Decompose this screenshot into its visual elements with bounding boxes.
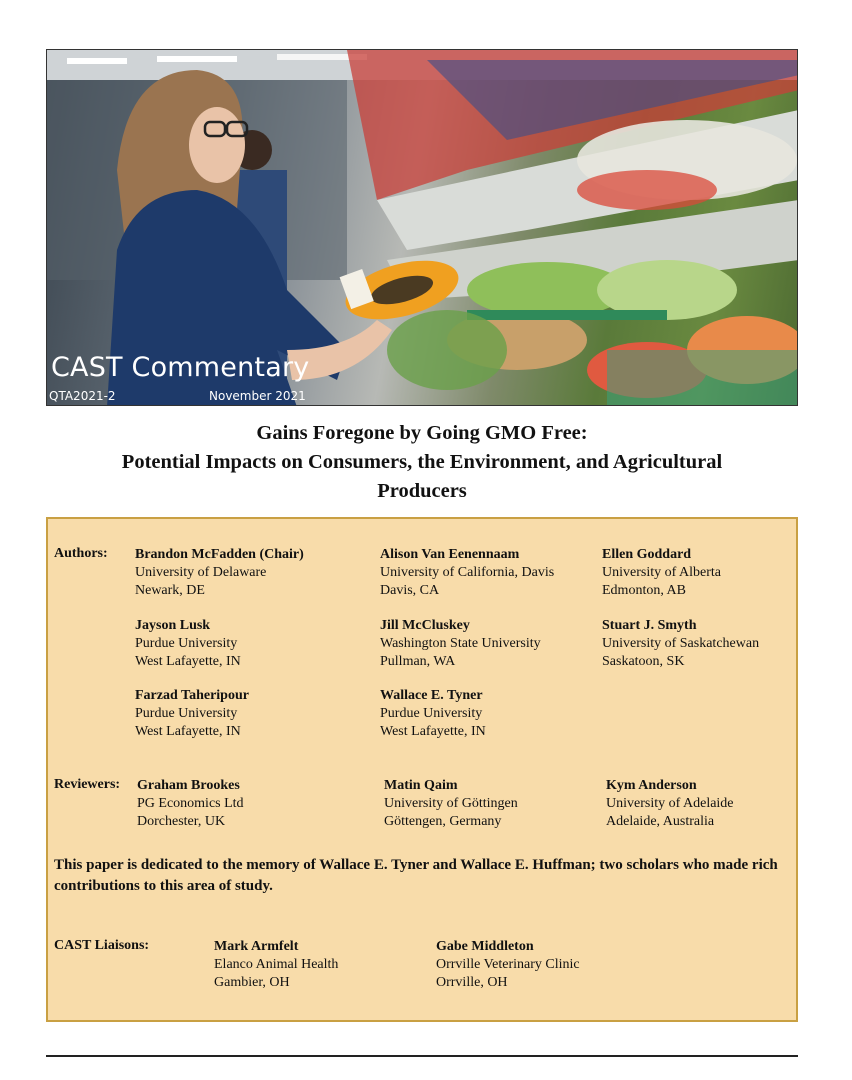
author-entry	[135, 546, 304, 600]
author-name: Stuart J. Smyth	[602, 618, 697, 633]
author-location: Saskatoon, SK	[602, 654, 685, 669]
liaisons-label: CAST Liaisons:	[54, 938, 150, 953]
author-name: Farzad Taheripour	[135, 688, 249, 703]
author-entry	[380, 546, 554, 600]
author-entry	[602, 617, 759, 671]
author-entry	[602, 546, 721, 600]
footer-divider	[46, 1055, 798, 1057]
author-org: Washington State University	[380, 636, 541, 651]
contributors-box	[46, 517, 798, 1022]
reviewer-org: PG Economics Ltd	[137, 796, 244, 811]
liaison-name: Mark Armfelt	[214, 939, 299, 954]
author-entry	[135, 617, 241, 671]
author-org: University of Delaware	[135, 565, 267, 580]
liaison-name: Gabe Middleton	[436, 939, 534, 954]
author-name: Ellen Goddard	[602, 547, 692, 562]
author-org: University of Alberta	[602, 565, 721, 580]
cover-photo	[46, 49, 798, 406]
author-name: Brandon McFadden (Chair)	[135, 547, 304, 562]
reviewer-location: Dorchester, UK	[137, 814, 226, 829]
author-name: Jayson Lusk	[135, 618, 211, 633]
author-org: Purdue University	[380, 706, 483, 721]
liaison-entry	[214, 938, 338, 992]
authors-label: Authors:	[54, 546, 108, 561]
author-location: West Lafayette, IN	[135, 654, 241, 669]
title-line-1: Gains Foregone by Going GMO Free:	[256, 422, 588, 444]
author-org: Purdue University	[135, 636, 238, 651]
author-location: Edmonton, AB	[602, 583, 687, 598]
cover-publication-code: QTA2021-2	[49, 389, 116, 403]
reviewers-label: Reviewers:	[54, 777, 121, 792]
author-entry	[135, 687, 249, 741]
reviewer-name: Graham Brookes	[137, 778, 240, 793]
cover-date: November 2021	[209, 389, 306, 403]
author-name: Wallace E. Tyner	[380, 688, 483, 703]
author-location: Pullman, WA	[380, 654, 456, 669]
author-location: West Lafayette, IN	[135, 724, 241, 739]
author-org: Purdue University	[135, 706, 238, 721]
author-name: Alison Van Eenennaam	[380, 547, 520, 562]
author-name: Jill McCluskey	[380, 618, 470, 633]
author-org: University of Saskatchewan	[602, 636, 760, 651]
reviewer-org: University of Adelaide	[606, 796, 734, 811]
reviewer-location: Adelaide, Australia	[606, 814, 715, 829]
liaison-org: Elanco Animal Health	[214, 957, 339, 972]
liaison-entry	[436, 938, 580, 992]
liaison-location: Gambier, OH	[214, 975, 290, 990]
liaison-org: Orrville Veterinary Clinic	[436, 957, 580, 972]
author-entry	[380, 687, 486, 741]
author-entry	[380, 617, 541, 671]
reviewer-entry	[606, 777, 734, 831]
author-org: University of California, Davis	[380, 565, 555, 580]
liaison-location: Orrville, OH	[436, 975, 508, 990]
title-line-3: Producers	[377, 480, 467, 502]
author-location: Newark, DE	[135, 583, 205, 598]
reviewer-org: University of Göttingen	[384, 796, 518, 811]
reviewer-name: Matin Qaim	[384, 778, 458, 793]
reviewer-entry	[137, 777, 244, 831]
document-title	[46, 419, 798, 506]
title-line-2: Potential Impacts on Consumers, the Environment, and Agricultural	[121, 451, 723, 473]
reviewer-name: Kym Anderson	[606, 778, 697, 793]
dedication-text: This paper is dedicated to the memory of Wallace E. Tyner and Wallace E. Huffman; two scholars who made rich contributions to this area of study.	[54, 857, 778, 894]
reviewer-location: Göttengen, Germany	[384, 814, 502, 829]
author-location: West Lafayette, IN	[380, 724, 486, 739]
cover-series-title: CAST Commentary	[51, 352, 310, 383]
author-location: Davis, CA	[380, 583, 440, 598]
reviewer-entry	[384, 777, 518, 831]
